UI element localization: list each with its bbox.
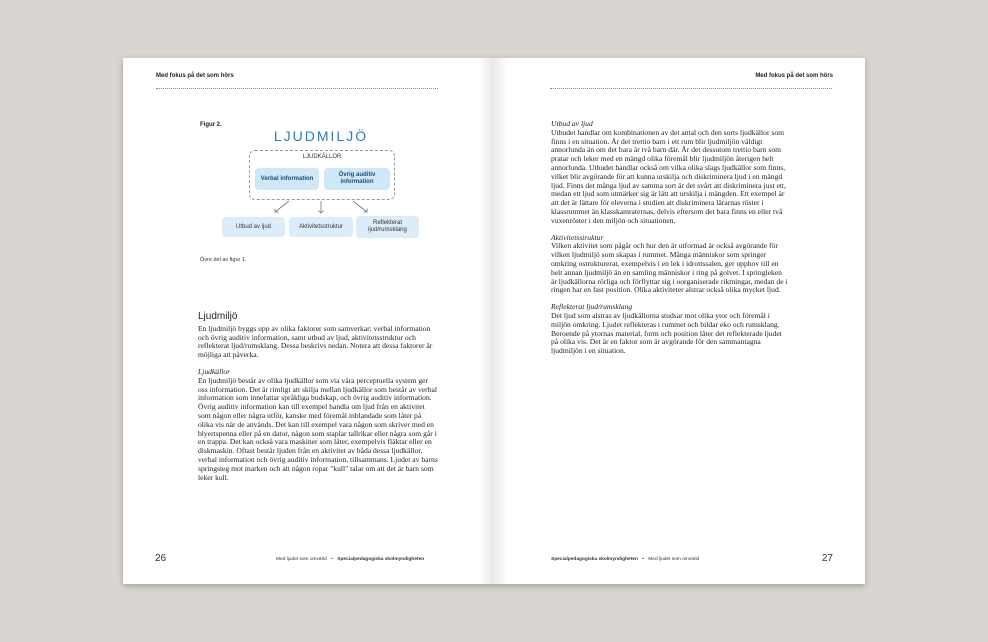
running-head: Med fokus på det som hörs [156,73,234,79]
intro-paragraph: En ljudmiljö byggs upp av olika faktorer som samverkar: verbal information och övrig auditiv information, samt utbud av ljud, aktivitetsstruktur och reflekterat ljud/rumsklang. Dessa beskrivs nedan. Notera att dessa faktorer är möjliga att påverka. [198,323,433,360]
footer-bullet: • [642,557,644,562]
page-footer [276,557,424,562]
left-body-text [198,313,438,482]
footer-org: Specialpedagogiska skolmyndigheten [551,557,638,562]
sub-heading: Ljudkällor [198,366,231,376]
gutter-shadow [494,58,508,584]
gutter-shadow [480,58,494,584]
left-page [123,58,494,584]
footer-title: Med ljudet som omvärld [648,557,700,562]
supply-of-sound-box [222,217,285,237]
sources-group-caption: LJUDKÄLLOR [302,154,342,160]
section-paragraph: Vilken aktivitet som pågår och hur den är utformad är också avgörande för vilken ljudmiljö som skapas i rummet. Många människor som springer omkring ostrukturerat, exempelvis i en lek i idrottssalen, ger upphov till en helt annan ljudmiljö än en samling människor i ring på golvet. I springleken är ljudkällorna rörliga och förflyttar sig i oorganiserade riktningar, medan de i ringen har en fast position. Olika aktiviteter alstrar också olika mycket ljud. [551,241,788,295]
body-paragraph: En ljudmiljö består av olika ljudkällor som via våra perceptuella system ger oss information. Det är rimligt att skilja mellan ljudkällor som består av verbal information som innefattar språkliga budskap, och övrig auditiv information. Övrig auditiv information kan till exempel handla om ljud från en aktivitet som någon eller några utför, kanske med föremål inblandade som låter på olika vis när de används. Det kan till exempel vara någon som skriver med en blyertspenna eller på en dator, någon som staplar tallrikar eller några som går i en trappa. Det kan också vara maskiner som låter, exempelvis fläktar eller en diskmaskin. Oftast består ljuden från en aktivitet av båda dessa ljudkällor, verbal information och övrig auditiv information, tillsammans. Ljudet av barns springsteg mot marken och att någon ropar "kull" talar om att det är barn som leker kull. [198,375,438,482]
page-number: 27 [821,553,833,564]
arrow-icons [263,199,383,215]
reflected-sound-box [356,216,419,238]
activity-structure-label: Aktivitetsstruktur [298,223,343,230]
footer-org: Specialpedagogiska skolmyndigheten [337,557,425,562]
section-heading: Aktivitetsstruktur [551,232,604,242]
right-body-text [551,120,789,356]
section-heading: Ljudmiljö [198,311,238,322]
section-heading: Utbud av ljud [551,119,593,128]
figure-label: Figur 2. [200,122,222,128]
dotted-rule [550,88,832,89]
dotted-rule [156,88,438,89]
activity-structure-box [289,217,353,237]
section-paragraph: Det ljud som alstras av ljudkällorna studsar mot olika ytor och föremål i miljön omkring. Ljudet reflekteras i rummet och bildar eko och rumsklang. Beroende på ytornas material, form och position låter det reflekterade ljudet på olika vis. Det är en faktor som är avgörande för den sammantagna ljudmiljön i en situation. [551,310,782,356]
other-auditory-box [324,168,390,190]
verbal-information-box [255,168,319,190]
running-head: Med fokus på det som hörs [755,73,833,79]
section-heading: Reflekterat ljud/rumsklang [551,302,633,312]
right-page [494,58,865,584]
page-number: 26 [155,553,167,564]
footer-bullet: • [331,557,333,562]
page-footer [551,557,699,562]
other-auditory-label: Övrig auditiv information [338,172,376,185]
footer-title: Med ljudet som omvärld [276,557,327,562]
figure-caption: Övre del av figur 1. [200,257,247,263]
book-spread [123,58,865,584]
supply-of-sound-label: Utbud av ljud [235,223,272,230]
figure-title: LJUDMILJÖ [273,128,369,144]
arrow-left-icon [275,201,289,212]
verbal-information-label: Verbal information [260,175,314,182]
section-paragraph: Utbudet handlar om kombinationen av det antal och den sorts ljudkällor som finns i en situation. Är det trettio barn i ett rum blir ljudmiljön väldigt annorlunda än om det bara är två barn där. Är det dessutom trettio barn som pratar och leker med en mängd olika föremål blir ljudmiljön återigen helt annorlunda. Utbudet handlar också om vilka olika slags ljudkällor som finns, vilket blir avgörande för att kunna urskilja och diskriminera ljud i en mängd ljud. Finns det många ljud av samma sort är det svårt att diskriminera just ett, medan ett ljud som utmärker sig är lätt att urskilja i mängden. Ett exempel är att det är lättare för eleverna i studien att diskriminera lärarnas röster i klassrummet än klasskamraternas, delvis eftersom det bara finns en eller två vuxenröster i den miljön och situationen. [551,127,786,225]
arrow-right-icon [353,201,367,212]
reflected-sound-label: Reflekterat ljud/rumsklang [368,220,407,233]
